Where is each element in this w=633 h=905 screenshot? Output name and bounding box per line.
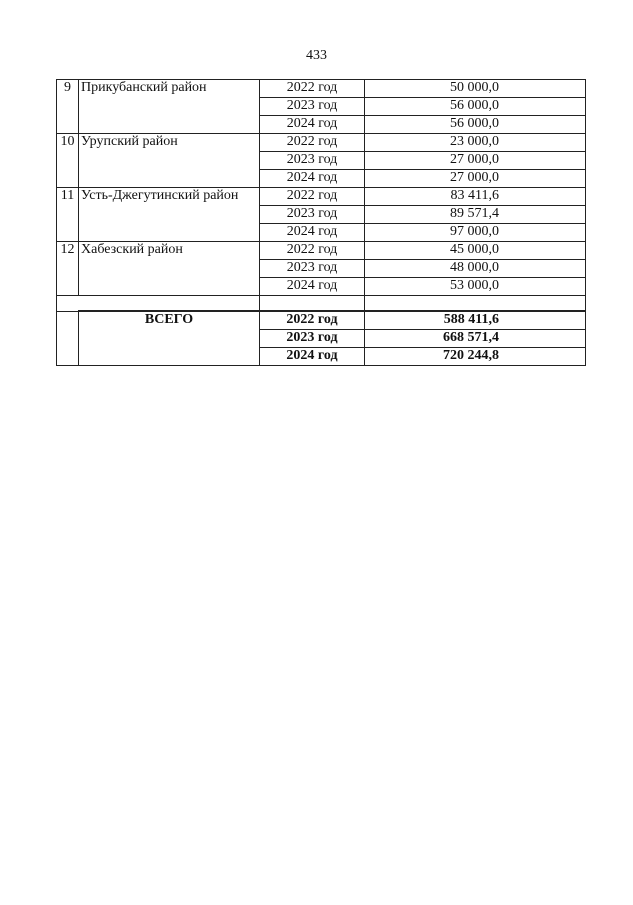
table-row xyxy=(57,134,586,152)
year-cell: 2022 год xyxy=(260,242,365,260)
table-row xyxy=(57,188,586,206)
total-year-cell: 2024 год xyxy=(260,348,365,366)
table-row xyxy=(57,242,586,260)
amount-cell: 83 411,6 xyxy=(365,188,586,206)
year-cell: 2022 год xyxy=(260,134,365,152)
empty-cell xyxy=(260,296,365,312)
total-amount-cell: 720 244,8 xyxy=(365,348,586,366)
total-label: ВСЕГО xyxy=(79,311,260,366)
amount-cell: 97 000,0 xyxy=(365,224,586,242)
empty-cell xyxy=(365,296,586,312)
amount-cell: 53 000,0 xyxy=(365,278,586,296)
amount-cell: 27 000,0 xyxy=(365,152,586,170)
district-name: Прикубанский район xyxy=(79,80,260,134)
district-name: Усть-Джегутинский район xyxy=(79,188,260,242)
year-cell: 2024 год xyxy=(260,278,365,296)
amount-cell: 50 000,0 xyxy=(365,80,586,98)
district-name: Урупский район xyxy=(79,134,260,188)
total-amount-cell: 588 411,6 xyxy=(365,311,586,330)
year-cell: 2024 год xyxy=(260,170,365,188)
budget-table xyxy=(56,79,586,366)
total-row xyxy=(57,311,586,330)
total-amount-cell: 668 571,4 xyxy=(365,330,586,348)
empty-cell xyxy=(57,296,260,312)
amount-cell: 89 571,4 xyxy=(365,206,586,224)
amount-cell: 56 000,0 xyxy=(365,98,586,116)
empty-cell xyxy=(57,311,79,366)
district-name: Хабезский район xyxy=(79,242,260,296)
row-number: 11 xyxy=(57,188,79,242)
year-cell: 2023 год xyxy=(260,152,365,170)
row-number: 12 xyxy=(57,242,79,296)
year-cell: 2023 год xyxy=(260,98,365,116)
row-number: 9 xyxy=(57,80,79,134)
table-row xyxy=(57,80,586,98)
year-cell: 2024 год xyxy=(260,224,365,242)
year-cell: 2024 год xyxy=(260,116,365,134)
amount-cell: 23 000,0 xyxy=(365,134,586,152)
spacer-row xyxy=(57,296,586,312)
total-year-cell: 2023 год xyxy=(260,330,365,348)
page-number: 433 xyxy=(306,48,327,63)
amount-cell: 45 000,0 xyxy=(365,242,586,260)
amount-cell: 27 000,0 xyxy=(365,170,586,188)
year-cell: 2022 год xyxy=(260,80,365,98)
row-number: 10 xyxy=(57,134,79,188)
year-cell: 2022 год xyxy=(260,188,365,206)
total-year-cell: 2022 год xyxy=(260,311,365,330)
year-cell: 2023 год xyxy=(260,206,365,224)
year-cell: 2023 год xyxy=(260,260,365,278)
amount-cell: 56 000,0 xyxy=(365,116,586,134)
amount-cell: 48 000,0 xyxy=(365,260,586,278)
